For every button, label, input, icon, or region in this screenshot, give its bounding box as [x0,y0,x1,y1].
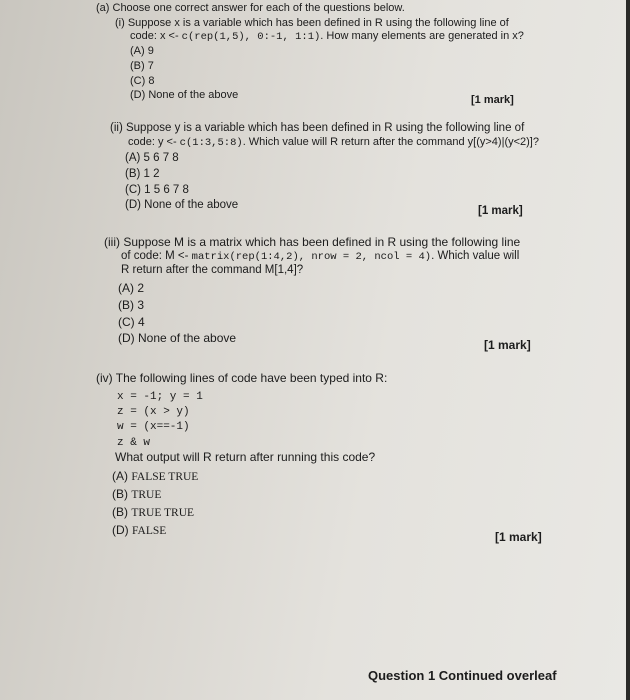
question-number: (iv) [96,371,113,385]
option-a: (A) 5 6 7 8 [125,152,179,164]
code-intro: code: y <- [128,136,180,148]
code-line: x = -1; y = 1 [117,391,203,403]
option-d: (D) None of the above [130,89,239,101]
mark-label: [1 mark] [471,94,514,106]
option-text: (D) FALSE [112,523,167,537]
mark-label: [1 mark] [484,338,531,352]
section-header: (a) Choose one correct answer for each of the questions below. [96,2,405,14]
code-intro: of code: M <- [121,250,192,262]
question-tail: . Which value will [431,250,520,262]
option-a: (A) 2 [118,281,145,295]
mark-label: [1 mark] [495,530,542,544]
option-text: (A) FALSE TRUE [112,469,199,483]
code-intro: code: x <- [130,30,182,42]
question-iii-line3: R return after the command M[1,4]? [121,264,304,276]
code-line: z = (x > y) [117,406,190,418]
option-d [112,523,166,538]
code-line: z & w [117,437,151,449]
question-line: Suppose M is a matrix which has been defined in R using the following line [123,235,521,249]
question-tail: . How many elements are generated in x? [320,30,524,42]
option-a [112,469,198,484]
question-iv-text [96,371,387,385]
question-number: (ii) [110,122,123,134]
code-snippet: matrix(rep(1:4,2), nrow = 2, ncol = 4) [191,251,432,263]
option-text: (B) TRUE TRUE [112,505,195,519]
question-line: Suppose x is a variable which has been defined in R using the following line of [127,17,509,29]
code-snippet: c(1:3,5:8) [179,137,243,149]
page-footer: Question 1 Continued overleaf [368,668,557,683]
question-number: (i) [115,17,125,29]
option-b [112,487,161,502]
code-line: w = (x==-1) [117,421,190,433]
option-a: (A) 9 [130,45,154,57]
question-line: The following lines of code have been typed into R: [115,371,388,385]
question-line: Suppose y is a variable which has been defined in R using the following line of [125,122,525,134]
option-d: (D) None of the above [118,331,237,345]
option-text: (B) TRUE [112,487,162,501]
question-number: (iii) [104,235,120,249]
option-c: (C) 4 [118,315,145,329]
question-i-text [115,16,509,30]
question-tail: . Which value will R return after the command y[(y>4)|(y<2)]? [242,136,539,148]
option-c: (C) 8 [130,75,155,87]
question-iii-text [104,235,520,249]
option-d: (D) None of the above [125,199,239,211]
question-iv-prompt: What output will R return after running this code? [115,450,376,464]
question-ii-text [110,121,524,135]
code-snippet: c(rep(1,5), 0:-1, 1:1) [181,31,321,43]
question-iii-code-line [121,249,519,264]
page-edge-shadow [626,0,630,700]
option-b-second [112,505,194,520]
option-b: (B) 1 2 [125,168,160,180]
mark-label: [1 mark] [478,205,523,217]
option-b: (B) 3 [118,298,145,312]
question-ii-code-line [128,135,539,150]
option-b: (B) 7 [130,60,154,72]
question-i-code-line [130,29,524,44]
option-c: (C) 1 5 6 7 8 [125,184,189,196]
